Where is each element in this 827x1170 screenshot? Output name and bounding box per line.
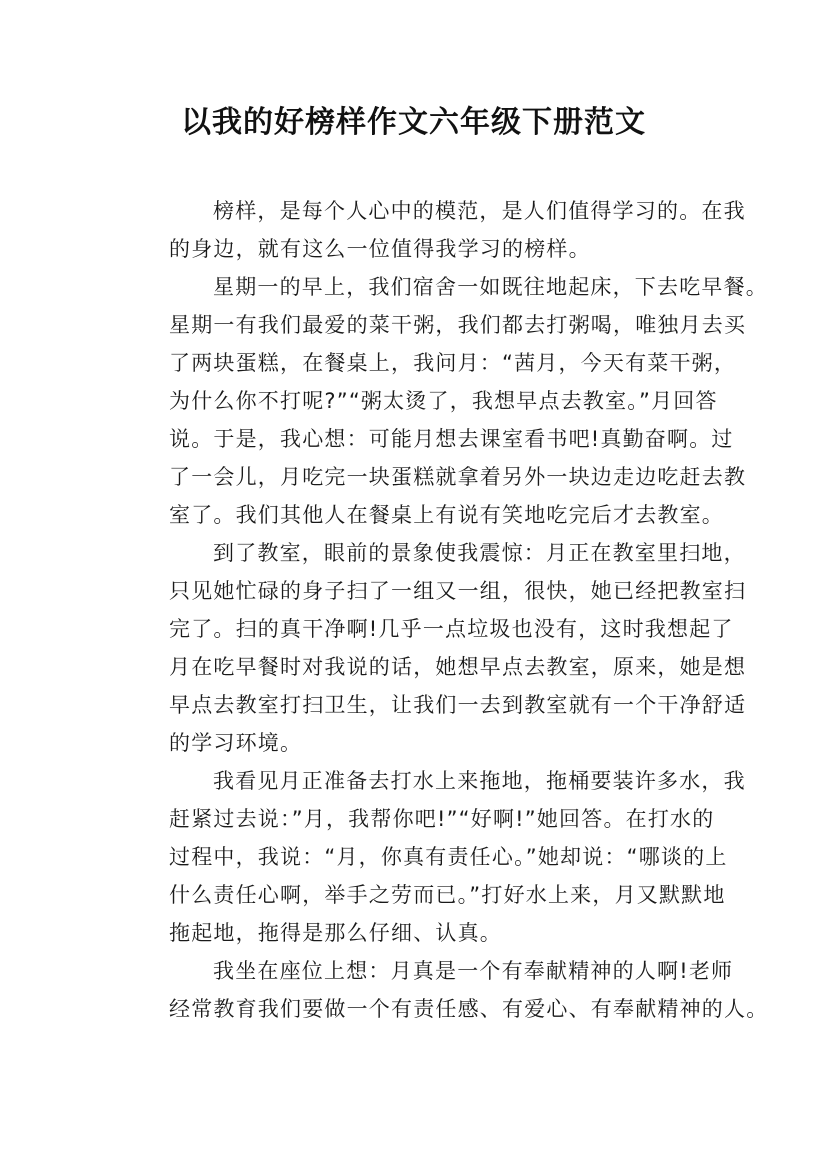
text-line: 完了。扫的真干净啊!几乎一点垃圾也没有，这时我想起了 xyxy=(169,617,734,641)
text-line: 月在吃早餐时对我说的话，她想早点去教室，原来，她是想 xyxy=(169,655,747,679)
text-line: 到了教室，眼前的景象使我震惊：月正在教室里扫地， xyxy=(213,541,746,565)
text-line: 早点去教室打扫卫生，让我们一去到教室就有一个干净舒适 xyxy=(169,693,747,717)
paragraph-4 xyxy=(127,762,746,952)
text-line: 榜样，是每个人心中的模范，是人们值得学习的。在我 xyxy=(213,199,746,223)
text-line: 室了。我们其他人在餐桌上有说有笑地吃完后才去教室。 xyxy=(169,503,724,527)
paragraph-3 xyxy=(127,534,747,762)
text-line: 我看见月正准备去打水上来拖地，拖桶要装许多水，我 xyxy=(213,769,746,793)
text-line: 说。于是，我心想：可能月想去课室看书吧!真勤奋啊。过 xyxy=(169,427,734,451)
text-line: 了一会儿，月吃完一块蛋糕就拿着另外一块边走边吃赶去教 xyxy=(169,465,747,489)
text-line: 星期一有我们最爱的菜干粥，我们都去打粥喝，唯独月去买 xyxy=(169,313,747,337)
paragraph-5 xyxy=(127,952,769,1028)
text-line: 赶紧过去说：”月，我帮你吧!”“好啊!”她回答。在打水的 xyxy=(169,807,715,831)
text-line: 只见她忙碌的身子扫了一组又一组，很快，她已经把教室扫 xyxy=(169,579,747,603)
text-line: 的身边，就有这么一位值得我学习的榜样。 xyxy=(169,237,591,261)
page-title: 以我的好榜样作文六年级下册范文 xyxy=(181,105,646,140)
text-line: 了两块蛋糕，在餐桌上，我问月：“茜月，今天有菜干粥， xyxy=(169,351,737,375)
text-line: 我坐在座位上想：月真是一个有奉献精神的人啊!老师 xyxy=(213,959,734,983)
text-line: 拖起地，拖得是那么仔细、认真。 xyxy=(169,921,502,945)
text-line: 星期一的早上，我们宿舍一如既往地起床，下去吃早餐。 xyxy=(213,275,768,299)
text-line: 为什么你不打呢?”“粥太烫了，我想早点去教室。”月回答 xyxy=(169,389,718,413)
paragraph-2 xyxy=(127,268,768,534)
text-line: 过程中，我说：“月，你真有责任心。”她却说：“哪谈的上 xyxy=(169,845,728,869)
paragraph-1 xyxy=(127,192,746,268)
text-line: 的学习环境。 xyxy=(169,731,303,755)
article-body xyxy=(127,192,769,1028)
text-line: 经常教育我们要做一个有责任感、有爱心、有奉献精神的人。 xyxy=(169,997,769,1021)
text-line: 什么责任心啊，举手之劳而已。”打好水上来，月又默默地 xyxy=(169,883,726,907)
